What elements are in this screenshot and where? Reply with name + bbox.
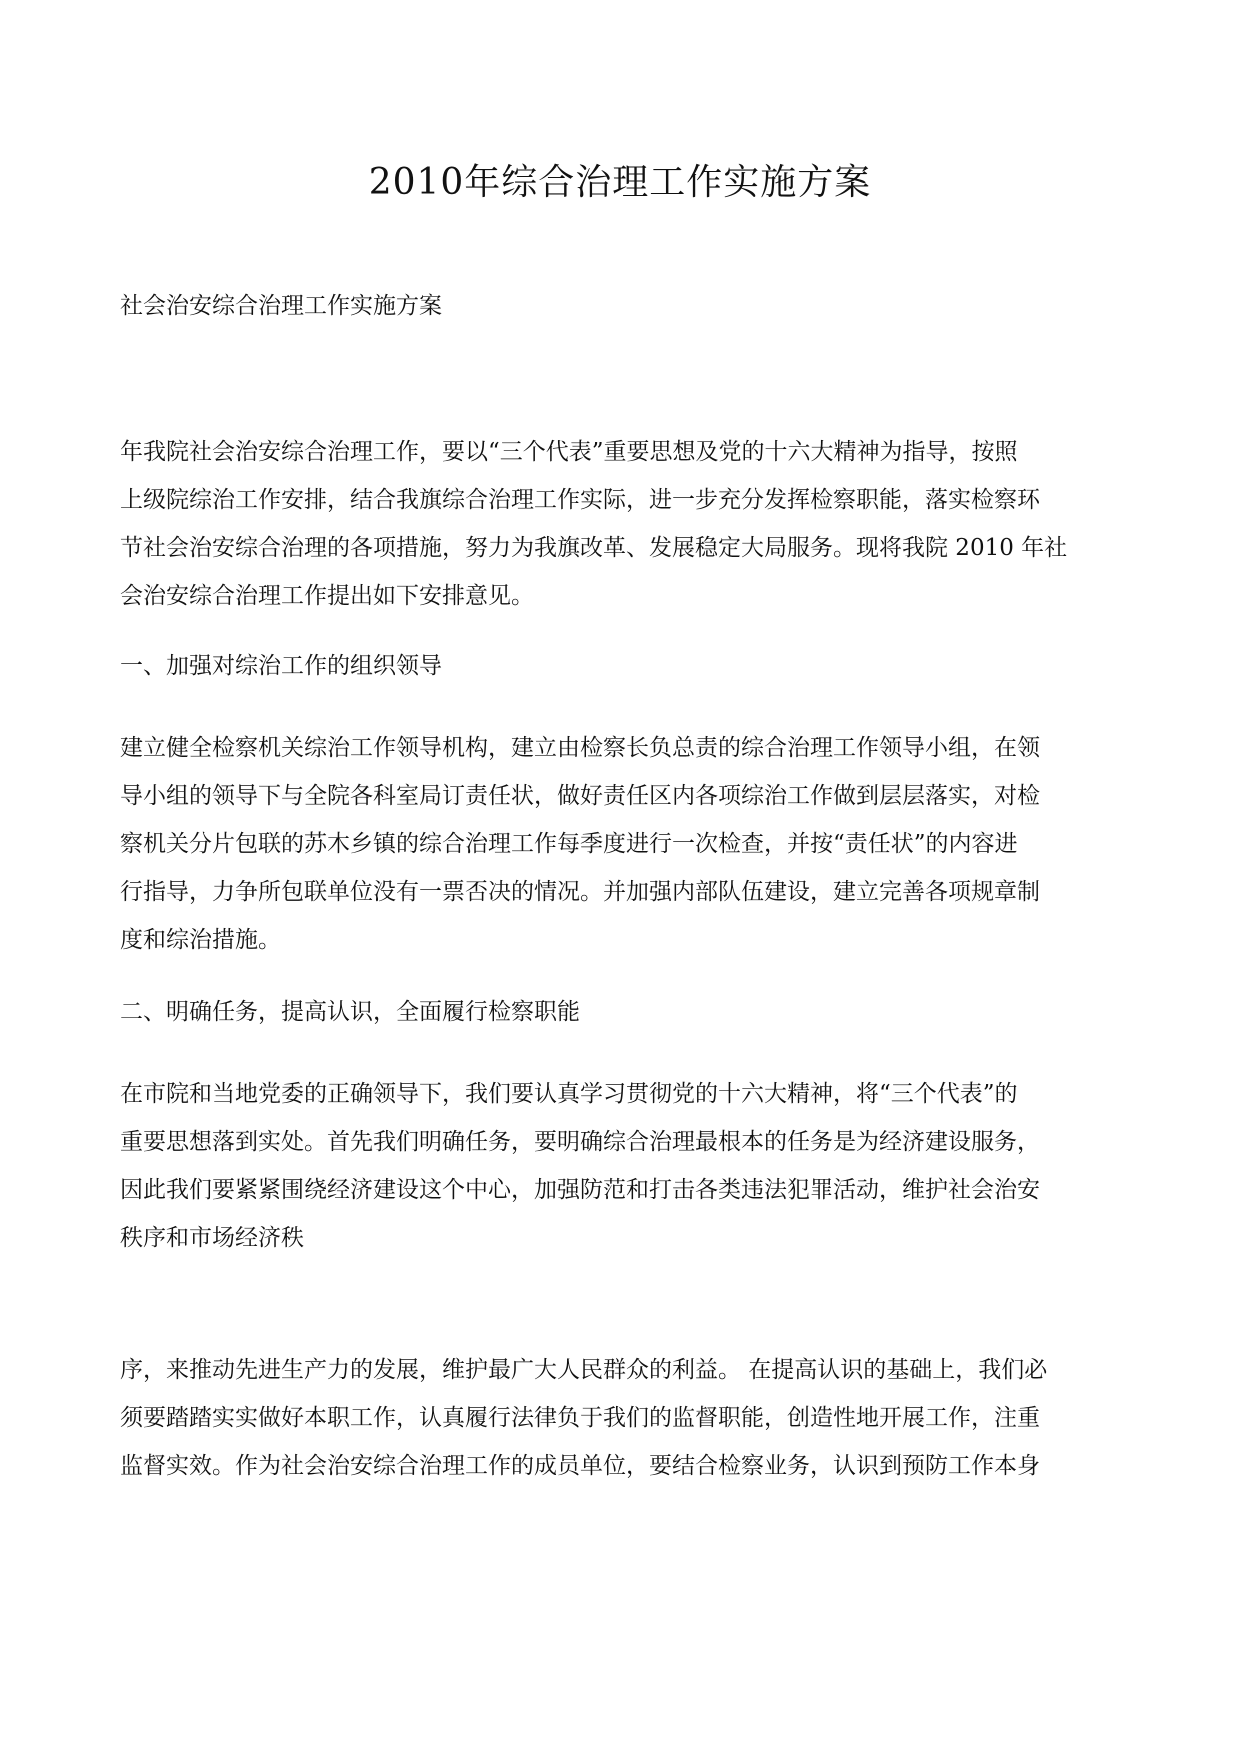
- paragraph-line: 上级院综治工作安排，结合我旗综合治理工作实际，进一步充分发挥检察职能，落实检察环: [120, 487, 1040, 513]
- paragraph-line: 会治安综合治理工作提出如下安排意见。: [120, 583, 534, 609]
- paragraph-line: 因此我们要紧紧围绕经济建设这个中心，加强防范和打击各类违法犯罪活动，维护社会治安: [120, 1177, 1040, 1203]
- section1-heading: 一、加强对综治工作的组织领导: [120, 653, 442, 679]
- intro-paragraph: [120, 428, 1120, 620]
- section2-heading: 二、明确任务，提高认识，全面履行检察职能: [120, 999, 580, 1025]
- paragraph-line: 建立健全检察机关综治工作领导机构，建立由检察长负总责的综合治理工作领导小组，在领: [120, 735, 1040, 761]
- paragraph-line: 秩序和市场经济秩: [120, 1225, 304, 1251]
- section2-continuation-paragraph: [120, 1346, 1120, 1490]
- paragraph-line: 监督实效。作为社会治安综合治理工作的成员单位，要结合检察业务，认识到预防工作本身: [120, 1453, 1040, 1479]
- paragraph-line: 行指导，力争所包联单位没有一票否决的情况。并加强内部队伍建设，建立完善各项规章制: [120, 879, 1040, 905]
- paragraph-line: 节社会治安综合治理的各项措施，努力为我旗改革、发展稳定大局服务。现将我院 2010 年社: [120, 535, 1068, 561]
- paragraph-line: 导小组的领导下与全院各科室局订责任状，做好责任区内各项综治工作做到层层落实，对检: [120, 783, 1040, 809]
- section1-paragraph: [120, 724, 1120, 964]
- document-title: 2010年综合治理工作实施方案: [368, 162, 872, 203]
- paragraph-line: 在市院和当地党委的正确领导下，我们要认真学习贯彻党的十六大精神，将“三个代表”的: [120, 1081, 1018, 1107]
- paragraph-line: 年我院社会治安综合治理工作，要以“三个代表”重要思想及党的十六大精神为指导，按照: [120, 439, 1018, 465]
- paragraph-line: 察机关分片包联的苏木乡镇的综合治理工作每季度进行一次检查，并按“责任状”的内容进: [120, 831, 1018, 857]
- paragraph-line: 须要踏踏实实做好本职工作，认真履行法律负于我们的监督职能，创造性地开展工作，注重: [120, 1405, 1040, 1431]
- document-subtitle: 社会治安综合治理工作实施方案: [120, 293, 442, 319]
- paragraph-line: 度和综治措施。: [120, 927, 281, 953]
- paragraph-line: 序，来推动先进生产力的发展，维护最广大人民群众的利益。 在提高认识的基础上，我们必: [120, 1357, 1048, 1383]
- paragraph-line: 重要思想落到实处。首先我们明确任务，要明确综合治理最根本的任务是为经济建设服务，: [120, 1129, 1040, 1155]
- section2-paragraph: [120, 1070, 1120, 1262]
